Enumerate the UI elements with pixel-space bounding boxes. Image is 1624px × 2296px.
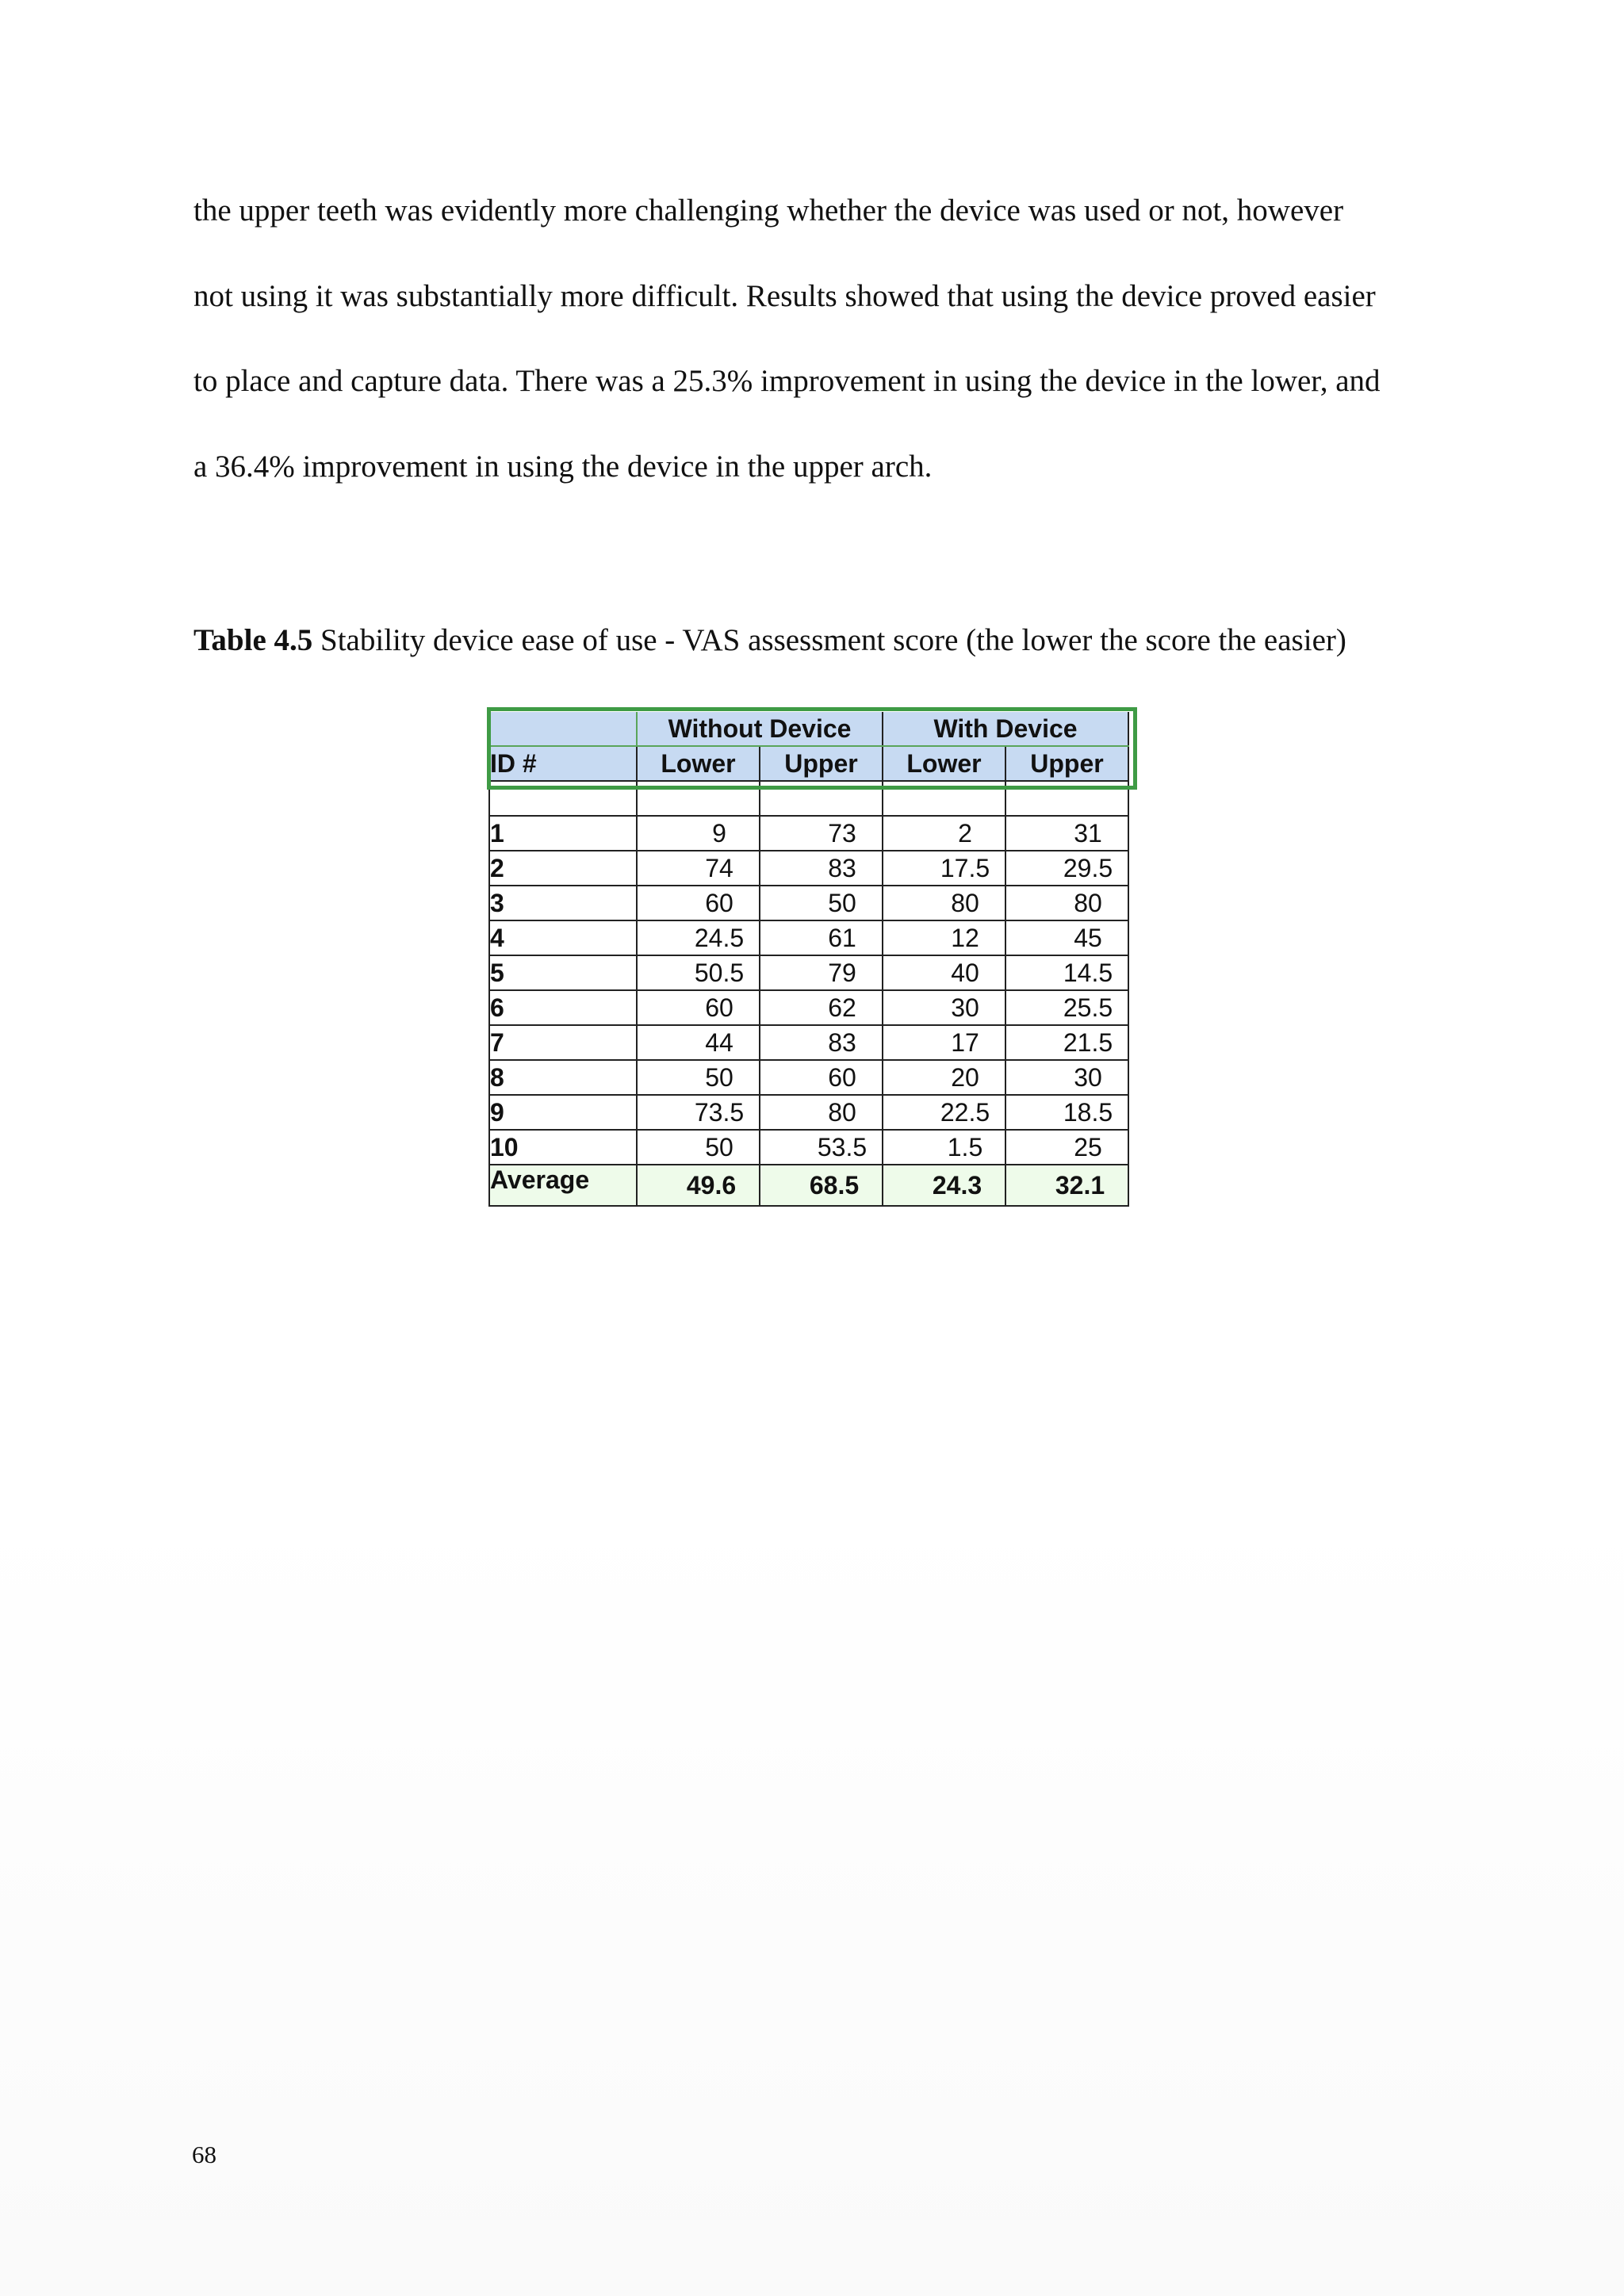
- cell-without-lower: 50.5: [637, 955, 760, 990]
- column-header-without-upper: Upper: [760, 746, 883, 781]
- average-without-upper: 68.5: [760, 1165, 883, 1206]
- paragraph-line: the upper teeth was evidently more challenging whether the device was used or not, however: [193, 193, 1344, 228]
- cell-with-upper: 45: [1005, 920, 1128, 955]
- group-header-with-device: With Device: [883, 712, 1128, 746]
- row-id: 9: [489, 1095, 637, 1130]
- table-row: [489, 1095, 1128, 1130]
- cell-without-lower: 50: [637, 1130, 760, 1165]
- cell-without-lower: 44: [637, 1025, 760, 1060]
- cell-with-upper: 14.5: [1005, 955, 1128, 990]
- cell-without-upper: 61: [760, 920, 883, 955]
- row-id: 4: [489, 920, 637, 955]
- cell-with-upper: 25.5: [1005, 990, 1128, 1025]
- table-caption: [193, 620, 1542, 661]
- group-header-row: [489, 712, 1128, 746]
- table-row: [489, 886, 1128, 920]
- cell-with-lower: 30: [883, 990, 1005, 1025]
- average-row: [489, 1165, 1128, 1206]
- cell-without-upper: 60: [760, 1060, 883, 1095]
- table-row: [489, 920, 1128, 955]
- header-blank-cell: [489, 712, 637, 746]
- table-caption-text: Stability device ease of use - VAS assessment score (the lower the score the easier): [320, 623, 1346, 657]
- cell-with-upper: 29.5: [1005, 851, 1128, 886]
- cell-with-lower: 40: [883, 955, 1005, 990]
- cell-with-upper: 30: [1005, 1060, 1128, 1095]
- average-with-upper: 32.1: [1005, 1165, 1128, 1206]
- column-header-with-lower: Lower: [883, 746, 1005, 781]
- row-id: 6: [489, 990, 637, 1025]
- cell-with-upper: 21.5: [1005, 1025, 1128, 1060]
- cell-without-upper: 83: [760, 1025, 883, 1060]
- page-number: 68: [192, 2141, 216, 2168]
- cell-with-lower: 1.5: [883, 1130, 1005, 1165]
- cell-without-upper: 83: [760, 851, 883, 886]
- cell-without-upper: 53.5: [760, 1130, 883, 1165]
- average-with-lower: 24.3: [883, 1165, 1005, 1206]
- table-row: [489, 816, 1128, 851]
- column-header-row: [489, 746, 1128, 781]
- table-caption-label: Table 4.5: [193, 623, 313, 657]
- cell-without-upper: 79: [760, 955, 883, 990]
- cell-with-upper: 31: [1005, 816, 1128, 851]
- table-row: [489, 1060, 1128, 1095]
- row-id: 2: [489, 851, 637, 886]
- cell-with-lower: 2: [883, 816, 1005, 851]
- header-gap: [489, 781, 1128, 816]
- column-header-id: ID #: [489, 746, 637, 781]
- average-without-lower: 49.6: [637, 1165, 760, 1206]
- table-row: [489, 955, 1128, 990]
- cell-without-lower: 73.5: [637, 1095, 760, 1130]
- paragraph-line: to place and capture data. There was a 25.3% improvement in using the device in the lower, and: [193, 364, 1381, 398]
- cell-without-upper: 50: [760, 886, 883, 920]
- paragraph-line: not using it was substantially more difficult. Results showed that using the device proved easier: [193, 278, 1376, 313]
- cell-with-lower: 12: [883, 920, 1005, 955]
- cell-with-upper: 80: [1005, 886, 1128, 920]
- row-id: 7: [489, 1025, 637, 1060]
- table-row: [489, 1025, 1128, 1060]
- cell-without-lower: 60: [637, 990, 760, 1025]
- table-row: [489, 990, 1128, 1025]
- cell-without-lower: 74: [637, 851, 760, 886]
- page-background: [0, 1506, 1624, 2296]
- paragraph-line: a 36.4% improvement in using the device in the upper arch.: [193, 449, 933, 484]
- column-header-with-upper: Upper: [1005, 746, 1128, 781]
- cell-without-lower: 9: [637, 816, 760, 851]
- cell-without-lower: 24.5: [637, 920, 760, 955]
- cell-with-lower: 20: [883, 1060, 1005, 1095]
- column-header-without-lower: Lower: [637, 746, 760, 781]
- row-id: 8: [489, 1060, 637, 1095]
- cell-without-upper: 80: [760, 1095, 883, 1130]
- row-id: 1: [489, 816, 637, 851]
- table-row: [489, 1130, 1128, 1165]
- cell-without-lower: 50: [637, 1060, 760, 1095]
- average-label: Average: [489, 1165, 637, 1206]
- vas-score-table: [488, 712, 1129, 1207]
- row-id: 10: [489, 1130, 637, 1165]
- row-id: 3: [489, 886, 637, 920]
- cell-without-lower: 60: [637, 886, 760, 920]
- cell-without-upper: 73: [760, 816, 883, 851]
- cell-with-upper: 25: [1005, 1130, 1128, 1165]
- body-paragraph: [193, 168, 1478, 509]
- group-header-without-device: Without Device: [637, 712, 883, 746]
- cell-with-lower: 80: [883, 886, 1005, 920]
- cell-with-upper: 18.5: [1005, 1095, 1128, 1130]
- cell-with-lower: 17: [883, 1025, 1005, 1060]
- table-row: [489, 851, 1128, 886]
- row-id: 5: [489, 955, 637, 990]
- cell-with-lower: 17.5: [883, 851, 1005, 886]
- cell-without-upper: 62: [760, 990, 883, 1025]
- cell-with-lower: 22.5: [883, 1095, 1005, 1130]
